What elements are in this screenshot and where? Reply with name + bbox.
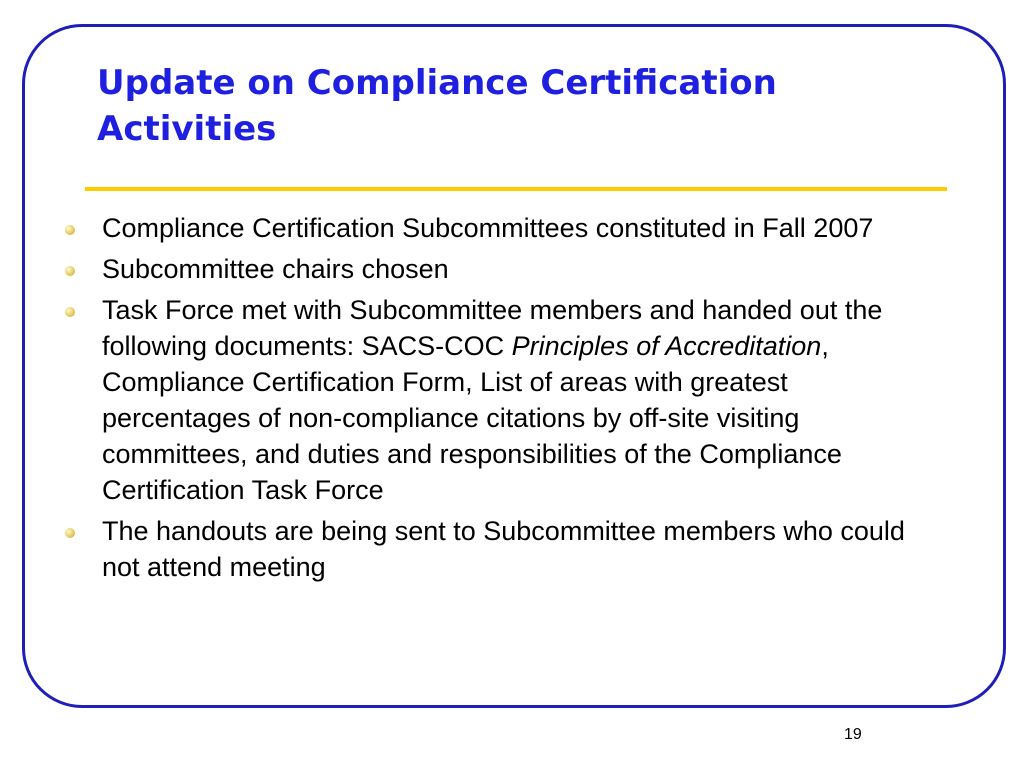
bullet-marker-icon: [65, 225, 75, 235]
bullet-text: Compliance Certification Subcommittees constituted in Fall 2007: [102, 213, 874, 243]
bullet-list: [62, 210, 942, 590]
document-title-italic: Principles of Accreditation: [511, 331, 822, 361]
bullet-text: Subcommittee chairs chosen: [102, 254, 449, 284]
bullet-text-before: Task Force met with Subcommittee members and handed out the following documents: SACS-COC: [102, 295, 883, 361]
bullet-item-4: [62, 513, 942, 585]
slide-title: Update on Compliance Certification Activities: [97, 63, 777, 149]
bullet-marker-icon: [65, 528, 75, 538]
bullet-text: The handouts are being sent to Subcommittee members who could not attend meeting: [102, 516, 905, 582]
page-number: 19: [844, 726, 862, 743]
bullet-item-2: [62, 251, 942, 287]
title-underline: [85, 187, 947, 191]
bullet-marker-icon: [65, 266, 75, 276]
bullet-item-3: [62, 292, 942, 508]
bullet-text-after: , Compliance Certification Form, List of areas with greatest percentages of non-compliance citations by off-site visiting committees, and duties and responsibilities of the Compliance Certification Task Force: [102, 331, 842, 505]
bullet-marker-icon: [65, 307, 75, 317]
bullet-item-1: [62, 210, 942, 246]
